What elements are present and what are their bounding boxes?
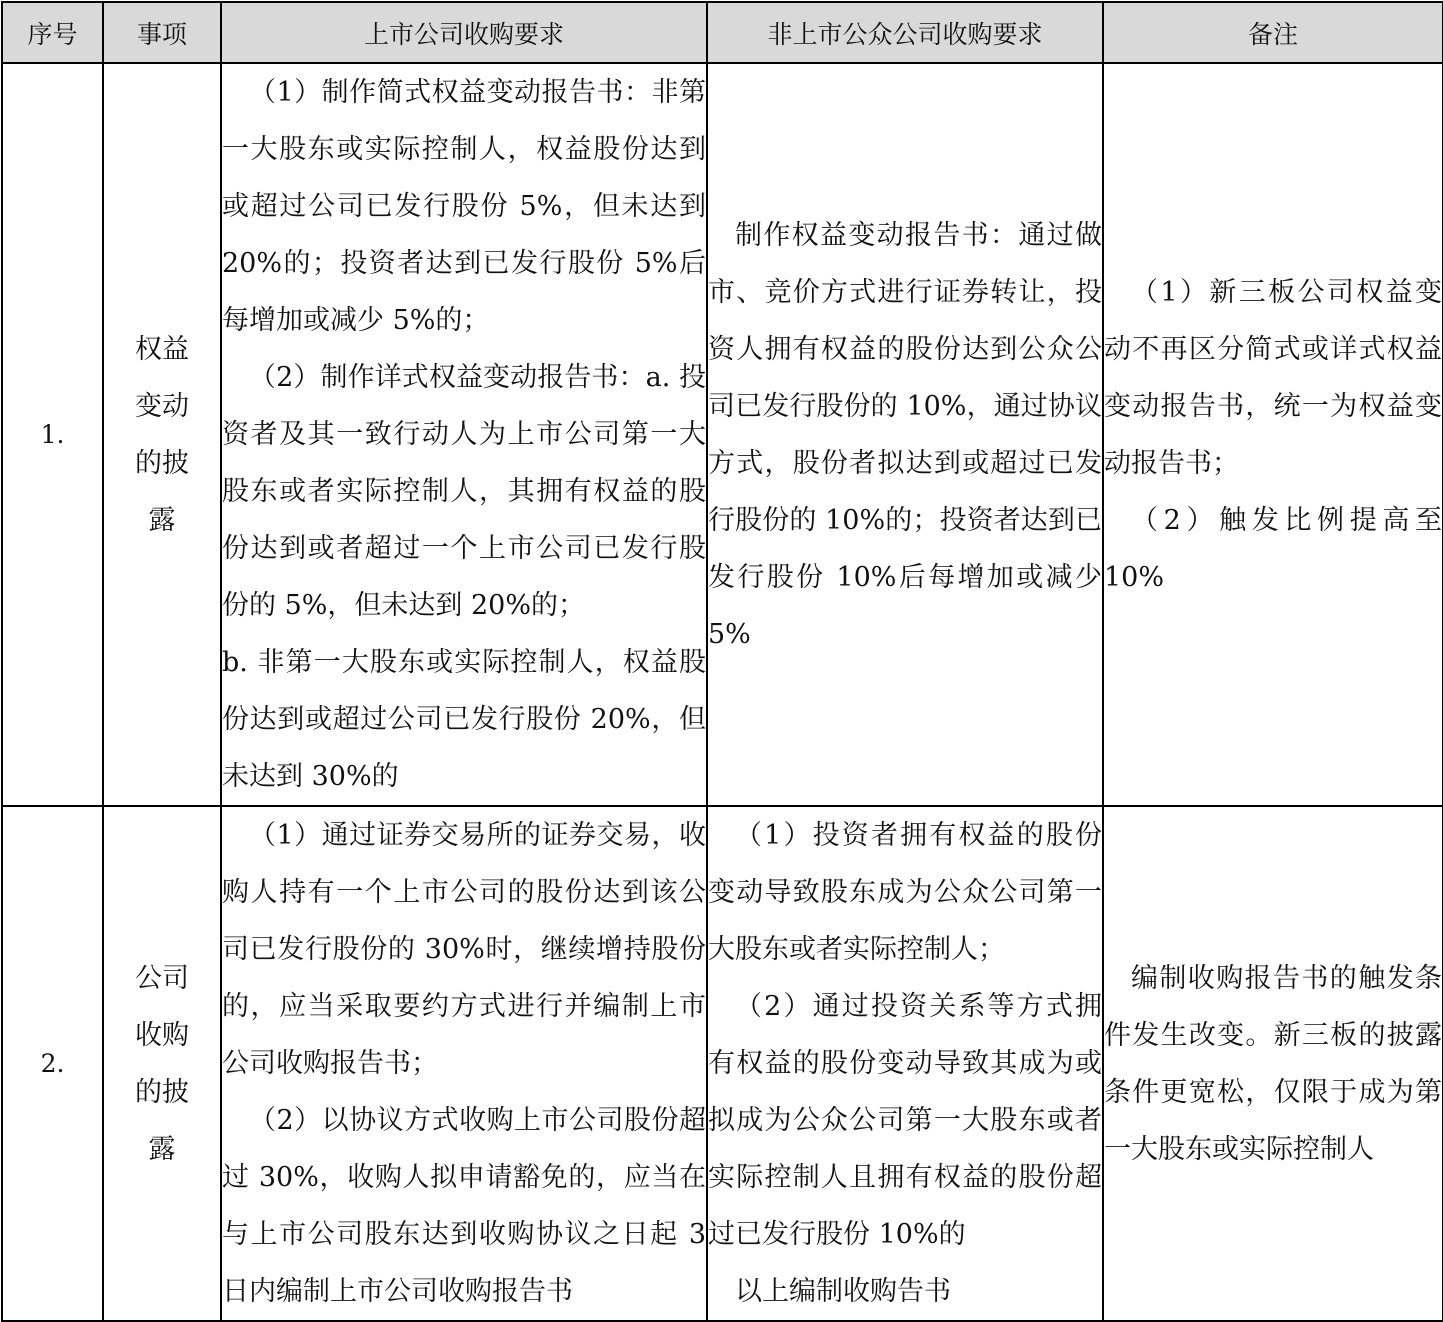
row-nonlisted (707, 806, 1103, 1321)
item-line: 的披 (135, 447, 189, 479)
table-body (2, 63, 1443, 1321)
header-seq: 序号 (2, 2, 103, 63)
item-line: 公司 (135, 962, 189, 994)
nonlisted-paragraph: 制作权益变动报告书：通过做市、竞价方式进行证券转让，投资人拥有权益的股份达到公众公司已发行股份的 10%，通过协议方式，股份者拟达到或超过已发行股份的 10%的；投资者达到已发行股份 10%后每增加或减少 5% (708, 219, 1102, 650)
row-seq: 2. (2, 806, 103, 1321)
table-row (2, 806, 1443, 1321)
header-remarks: 备注 (1103, 2, 1443, 63)
header-row (2, 2, 1443, 63)
nonlisted-paragraph: （2）通过投资关系等方式拥有权益的股份变动导致其成为或拟成为公众公司第一大股东或者实际控制人且拥有权益的股份超过已发行股份 10%的 (708, 991, 1102, 1250)
listed-paragraph: （2）制作详式权益变动报告书：a. 投资者及其一致行动人为上市公司第一大股东或者实际控制人，其拥有权益的股份达到或者超过一个上市公司已发行股份的 5%，但未达到 20%的； (222, 362, 706, 621)
header-nonlisted: 非上市公众公司收购要求 (707, 2, 1103, 63)
row-seq: 1. (2, 63, 103, 806)
item-line: 变动 (135, 390, 189, 422)
item-line: 的披 (135, 1076, 189, 1108)
remarks-paragraph: （2）触发比例提高至 10% (1104, 504, 1442, 593)
row-item (103, 63, 221, 806)
listed-paragraph: b. 非第一大股东或实际控制人，权益股份达到或超过公司已发行股份 20%，但未达到 30%的 (222, 647, 706, 792)
remarks-paragraph: （1）新三板公司权益变动不再区分简式或详式权益变动报告书，统一为权益变动报告书； (1104, 276, 1442, 479)
row-item (103, 806, 221, 1321)
row-listed (221, 806, 707, 1321)
item-line: 露 (148, 504, 176, 536)
item-line: 收购 (135, 1019, 189, 1051)
item-line: 露 (148, 1133, 176, 1165)
listed-paragraph: （1）制作简式权益变动报告书：非第一大股东或实际控制人，权益股份达到或超过公司已发行股份 5%，但未达到 20%的；投资者达到已发行股份 5%后每增加或减少 5%的； (222, 77, 706, 336)
remarks-paragraph: 编制收购报告书的触发条件发生改变。新三板的披露条件更宽松，仅限于成为第一大股东或实际控制人 (1104, 962, 1442, 1165)
row-nonlisted (707, 63, 1103, 806)
item-line: 权益 (135, 333, 189, 365)
header-listed: 上市公司收购要求 (221, 2, 707, 63)
header-item: 事项 (103, 2, 221, 63)
nonlisted-paragraph: 以上编制收购告书 (735, 1276, 951, 1307)
row-remarks (1103, 63, 1443, 806)
listed-paragraph: （2）以协议方式收购上市公司股份超过 30%，收购人拟申请豁免的，应当在与上市公司股东达到收购协议之日起 3 日内编制上市公司收购报告书 (222, 1105, 706, 1307)
listed-paragraph: （1）通过证券交易所的证券交易，收购人持有一个上市公司的股份达到该公司已发行股份的 30%时，继续增持股份的，应当采取要约方式进行并编制上市公司收购报告书； (222, 820, 706, 1079)
table-header (2, 2, 1443, 63)
comparison-table (1, 1, 1443, 1322)
nonlisted-paragraph: （1）投资者拥有权益的股份变动导致股东成为公众公司第一大股东或者实际控制人； (708, 820, 1102, 965)
table-row (2, 63, 1443, 806)
row-remarks (1103, 806, 1443, 1321)
row-listed (221, 63, 707, 806)
